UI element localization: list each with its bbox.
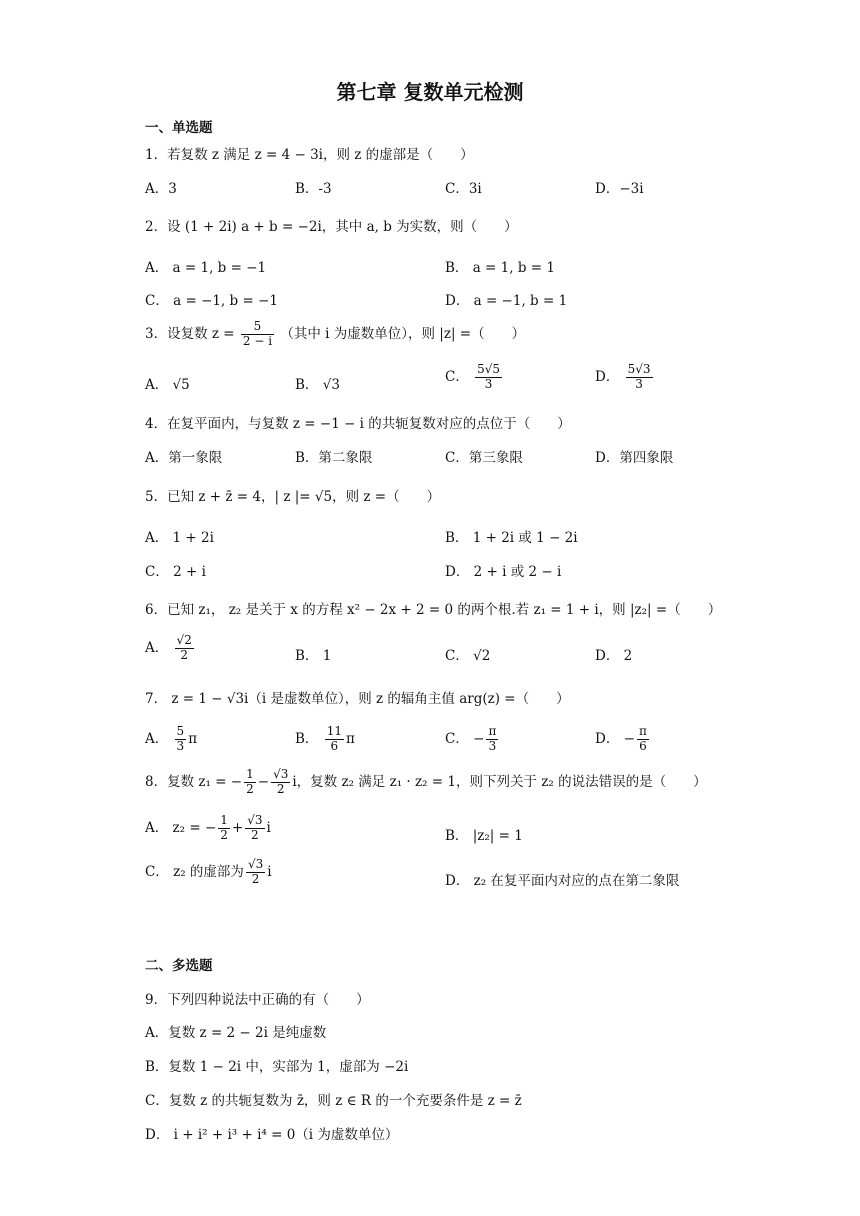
section-multiple-choice: 二、多选题	[145, 958, 213, 974]
q3-option-a-value: √5	[172, 377, 190, 393]
question-2-stem: 2．设 (1 + 2i) a + b = −2i，其中 a, b 为实数，则（ ）	[145, 219, 518, 235]
q7-option-b-pi: π	[346, 730, 355, 747]
question-3-stem	[145, 320, 525, 349]
q3-option-c	[445, 363, 504, 392]
q7-option-c	[445, 725, 500, 754]
q4-option-b: B．第二象限	[295, 450, 373, 466]
q6-option-b: B． 1	[295, 648, 332, 664]
q5-option-d: D． 2 + i 或 2 − i	[445, 564, 562, 580]
q3-fraction-denominator: 2 − i	[242, 333, 273, 348]
q1-option-b: B．-3	[295, 181, 332, 197]
q3-option-d-label: D．	[595, 368, 620, 385]
q9-option-d: D． i + i² + i³ + i⁴ = 0（i 为虚数单位）	[145, 1127, 399, 1143]
q4-option-d: D．第四象限	[595, 450, 674, 466]
question-4-stem: 4．在复平面内，与复数 z = −1 − i 的共轭复数对应的点位于（ ）	[145, 416, 571, 432]
q3-fraction	[241, 320, 274, 349]
q7-option-a-fraction	[175, 725, 187, 754]
q7-option-d-fraction	[637, 725, 649, 754]
question-1-stem: 1．若复数 z 满足 z = 4 − 3i，则 z 的虚部是（ ）	[145, 147, 474, 163]
q3-option-c-fraction	[475, 363, 502, 392]
q7-option-d-numerator: π	[638, 724, 647, 738]
q8-option-c-i: i	[267, 863, 272, 880]
q2-option-d: D． a = −1, b = 1	[445, 293, 568, 309]
q8-option-a-label: A． z₂ = −	[145, 819, 217, 836]
q8-fraction-1-denominator: 2	[246, 781, 254, 796]
q7-option-d	[595, 725, 651, 754]
q8-option-a-fraction-2-numerator: √3	[247, 813, 263, 827]
q8-option-c-numerator: √3	[247, 857, 264, 871]
q3-option-d-fraction	[626, 363, 653, 392]
q2-option-b: B． a = 1, b = 1	[445, 260, 555, 276]
q1-option-c: C．3i	[445, 181, 482, 197]
q8-option-c	[145, 858, 272, 887]
q5-option-b: B． 1 + 2i 或 1 − 2i	[445, 530, 578, 546]
q4-option-a: A．第一象限	[145, 450, 223, 466]
q6-option-a-denominator: 2	[180, 647, 188, 662]
q8-stem-suffix: i，复数 z₂ 满足 z₁ · z₂ = 1，则下列关于 z₂ 的说法错误的是（ ）	[292, 773, 707, 790]
q3-option-a	[145, 373, 190, 393]
q7-option-b	[295, 725, 355, 754]
q4-option-c: C．第三象限	[445, 450, 523, 466]
q8-fraction-1-numerator: 1	[246, 767, 254, 781]
q2-option-a: A． a = 1, b = −1	[145, 260, 267, 276]
q8-option-a-fraction-2	[245, 814, 264, 843]
q7-option-a-label: A．	[145, 730, 169, 747]
q7-option-c-minus: −	[473, 730, 485, 747]
q7-option-d-label: D．	[595, 730, 620, 747]
q7-option-b-denominator: 6	[330, 738, 339, 753]
question-5-stem: 5．已知 z + z̄ = 4，| z |= √5，则 z =（ ）	[145, 489, 441, 505]
q5-option-c: C． 2 + i	[145, 564, 206, 580]
q3-option-c-numerator: 5√5	[477, 362, 501, 376]
question-8-stem	[145, 768, 707, 797]
q8-fraction-2-denominator: 2	[276, 781, 285, 796]
q7-option-a-numerator: 5	[176, 724, 185, 738]
q7-option-d-denominator: 6	[639, 738, 647, 753]
question-9-stem: 9．下列四种说法中正确的有（ ）	[145, 992, 370, 1008]
q6-option-d: D． 2	[595, 648, 633, 664]
q7-option-c-label: C．	[445, 730, 469, 747]
q8-option-c-label: C． z₂ 的虚部为	[145, 863, 244, 880]
q6-option-c: C． √2	[445, 648, 491, 664]
q8-fraction-2	[271, 768, 290, 797]
q7-option-a-pi: π	[188, 730, 198, 747]
q8-option-a-fraction-1-numerator: 1	[220, 813, 228, 827]
q3-option-d-numerator: 5√3	[627, 362, 651, 376]
q8-option-b: B． |z₂| = 1	[445, 828, 523, 844]
q8-option-a-plus: +	[231, 819, 244, 836]
q3-option-c-denominator: 3	[484, 376, 493, 391]
q8-stem-prefix: 8．复数 z₁ = −	[145, 773, 243, 790]
page-title: 第七章 复数单元检测	[336, 80, 524, 104]
q3-option-b	[295, 373, 340, 393]
q2-option-c: C． a = −1, b = −1	[145, 293, 278, 309]
q7-option-c-fraction	[486, 725, 498, 754]
q8-option-a-fraction-1-denominator: 2	[220, 827, 228, 842]
q3-option-a-label: A．	[145, 377, 169, 393]
q8-option-c-denominator: 2	[251, 871, 260, 886]
q7-option-a-denominator: 3	[176, 738, 185, 753]
q3-option-b-value: √3	[322, 377, 340, 393]
q6-option-a-fraction	[175, 634, 194, 663]
q3-stem-prefix: 3．设复数 z =	[145, 325, 235, 342]
q9-option-a: A．复数 z = 2 − 2i 是纯虚数	[145, 1025, 327, 1041]
question-6-stem: 6．已知 z₁， z₂ 是关于 x 的方程 x² − 2x + 2 = 0 的两个根.若 z₁ = 1 + i，则 |z₂| =（ ）	[145, 602, 722, 618]
q8-option-a-fraction-1	[218, 814, 230, 843]
q9-option-c: C．复数 z 的共轭复数为 z̄，则 z ∈ R 的一个充要条件是 z = z̄	[145, 1093, 522, 1109]
q8-fraction-2-numerator: √3	[273, 767, 289, 781]
q8-option-a	[145, 814, 271, 843]
q7-option-a	[145, 725, 197, 754]
q3-stem-suffix: （其中 i 为虚数单位），则 |z| =（ ）	[280, 325, 526, 342]
q6-option-a-numerator: √2	[176, 633, 192, 647]
q8-option-c-fraction	[246, 858, 265, 887]
q3-option-d-denominator: 3	[635, 376, 643, 391]
q7-option-c-denominator: 3	[488, 738, 497, 753]
q8-minus: −	[257, 773, 270, 790]
q7-option-b-numerator: 11	[326, 724, 342, 738]
q3-fraction-numerator: 5	[241, 320, 274, 335]
q8-fraction-1	[244, 768, 256, 797]
q6-option-a	[145, 634, 196, 663]
q8-option-d: D． z₂ 在复平面内对应的点在第二象限	[445, 873, 680, 889]
q8-option-a-i: i	[266, 819, 271, 836]
q5-option-a: A． 1 + 2i	[145, 530, 214, 546]
q7-option-b-label: B．	[295, 730, 319, 747]
q3-option-c-label: C．	[445, 368, 469, 385]
q7-option-d-minus: −	[623, 730, 635, 747]
q8-option-a-fraction-2-denominator: 2	[251, 827, 259, 842]
q6-option-a-label: A．	[145, 639, 169, 656]
section-single-choice: 一、单选题	[145, 120, 213, 136]
q3-option-d	[595, 363, 655, 392]
q7-option-b-fraction	[325, 725, 344, 754]
q1-option-d: D．−3i	[595, 181, 644, 197]
q1-option-a: A．3	[145, 181, 177, 197]
question-7-stem: 7． z = 1 − √3i（i 是虚数单位），则 z 的辐角主值 arg(z) =（ ）	[145, 691, 570, 707]
q7-option-c-numerator: π	[488, 724, 497, 738]
q9-option-b: B．复数 1 − 2i 中，实部为 1，虚部为 −2i	[145, 1059, 409, 1075]
q3-option-b-label: B．	[295, 377, 319, 393]
